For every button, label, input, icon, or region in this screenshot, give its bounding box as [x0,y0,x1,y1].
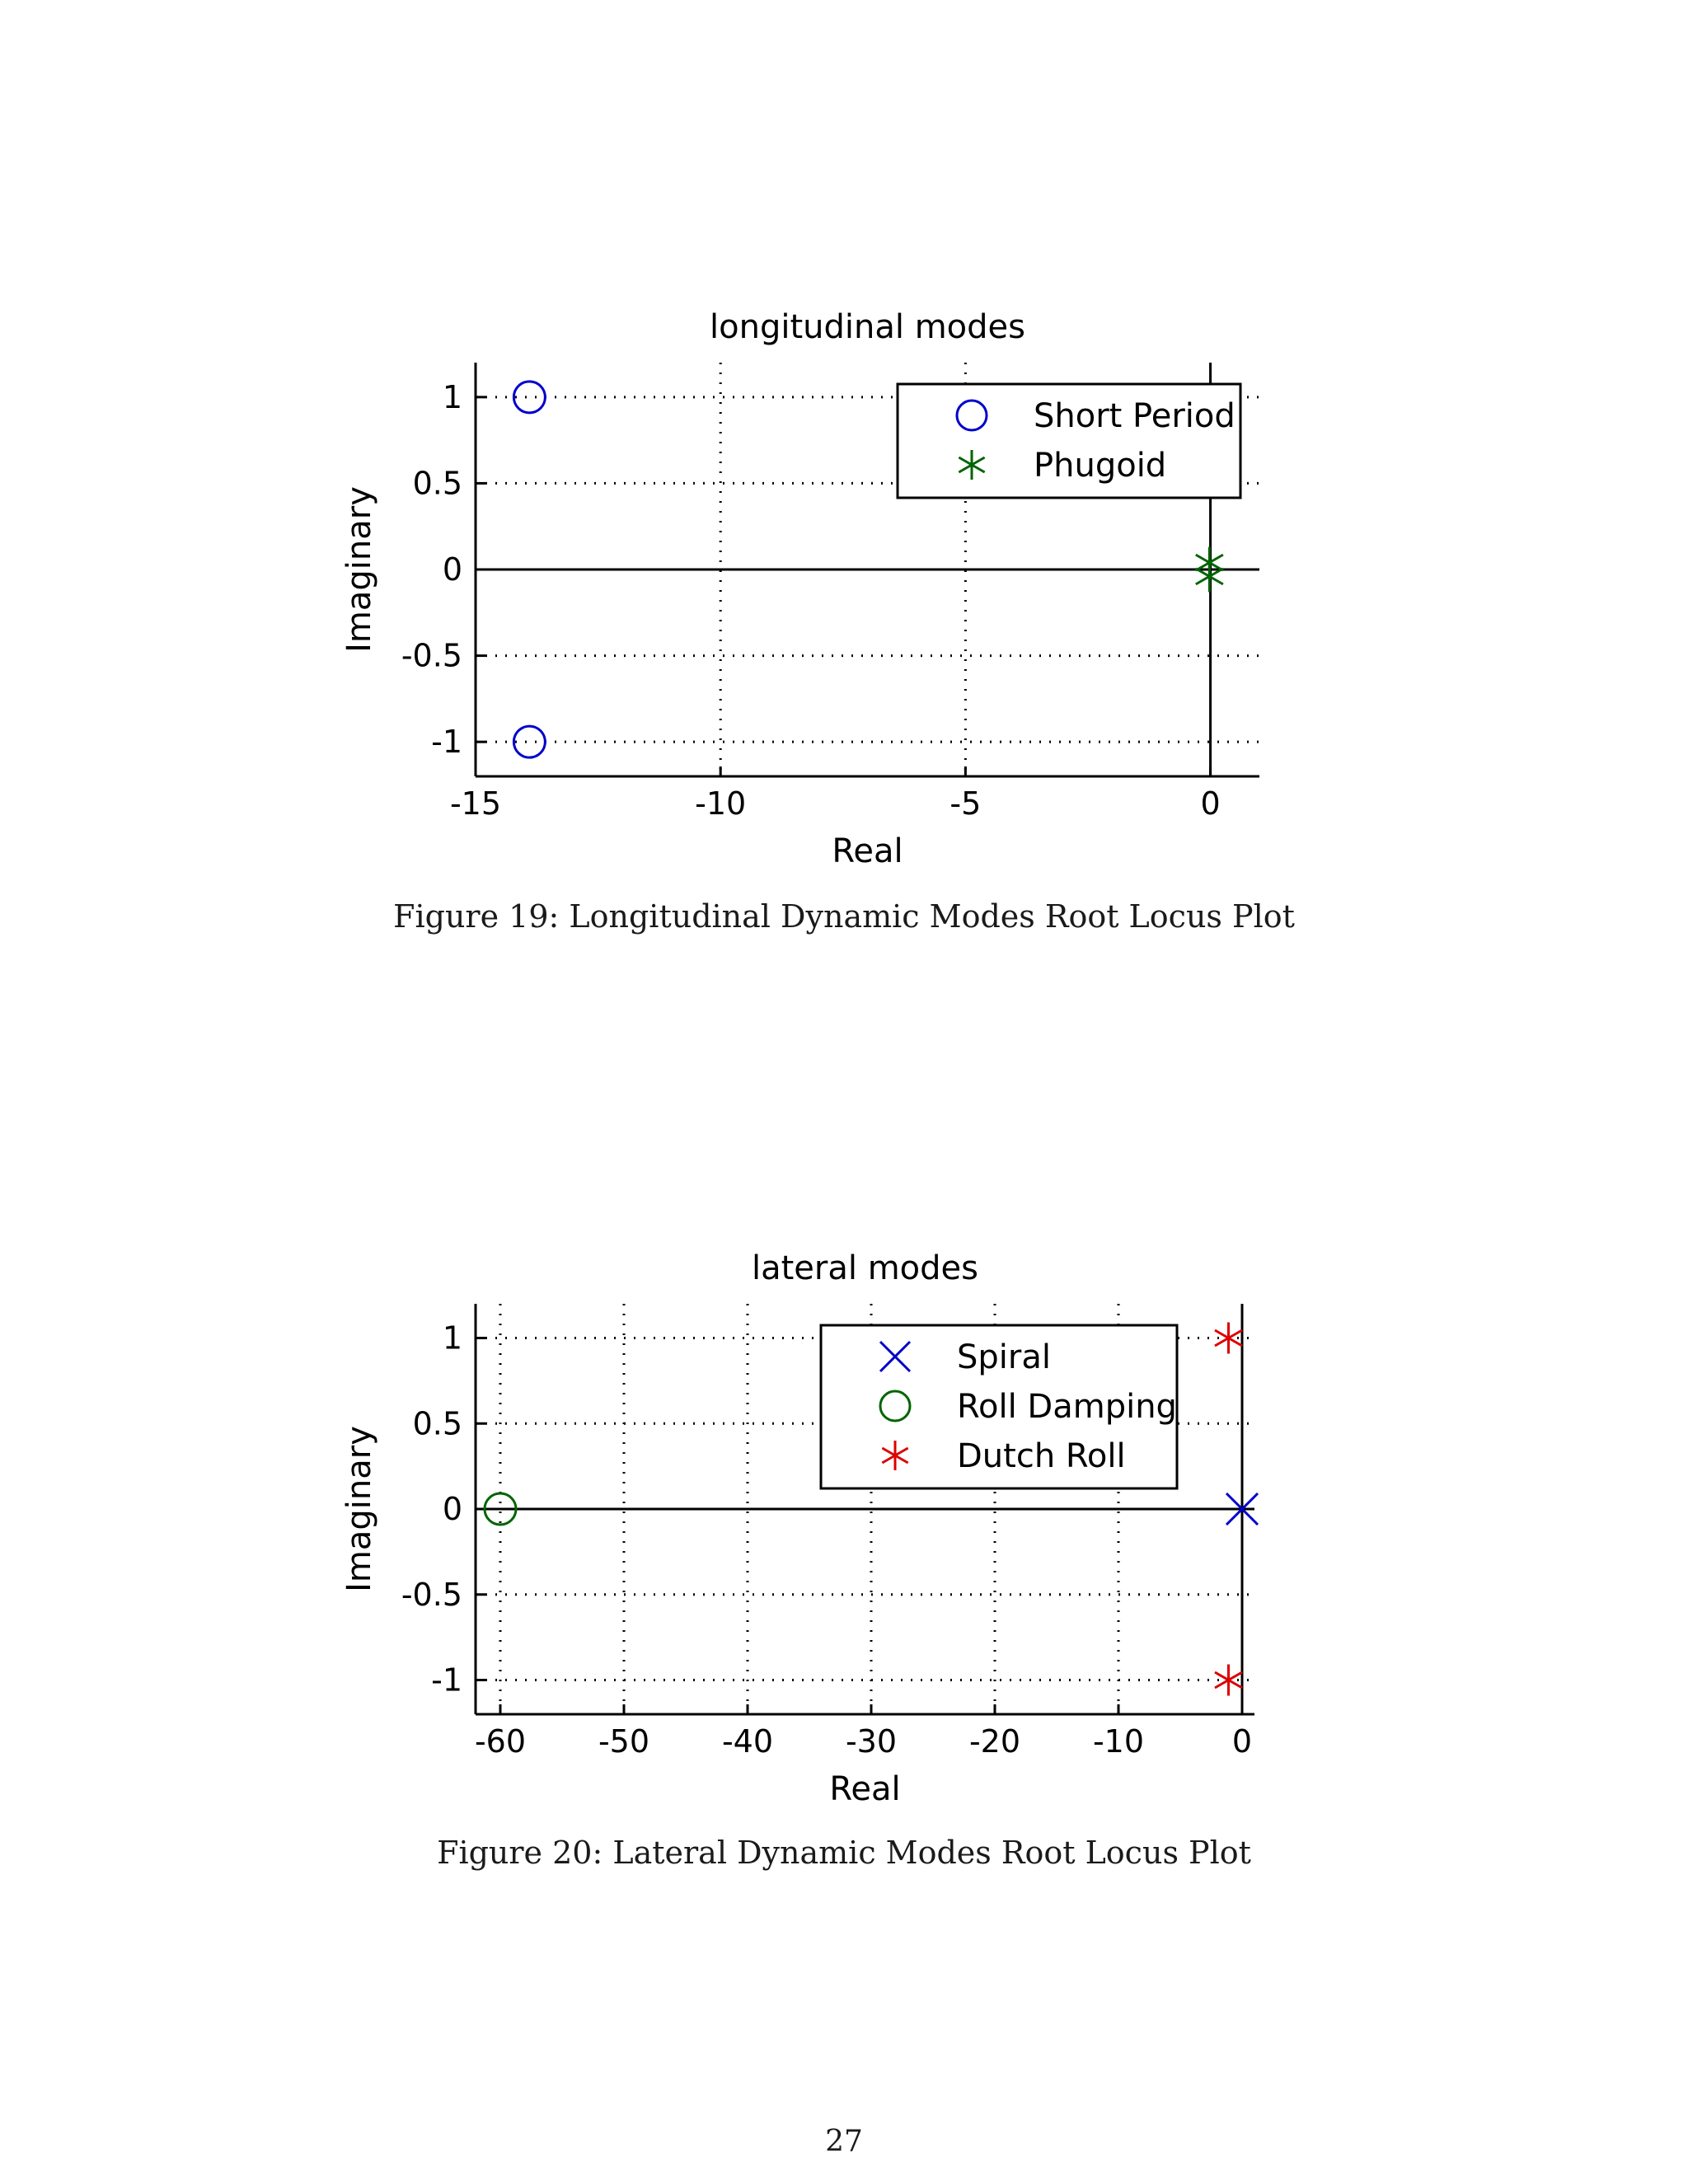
x-tick-label: -30 [845,1723,898,1760]
x-tick-label: 0 [1200,785,1221,822]
y-tick-label: 0.5 [412,465,462,502]
y-axis-label: Imaginary [340,486,378,653]
figure-20-caption: Figure 20: Lateral Dynamic Modes Root Locus Plot [437,1835,1251,1871]
legend-label: Phugoid [1034,447,1167,485]
x-axis-label: Real [829,1770,901,1808]
y-tick-label: 1 [442,378,462,415]
y-tick-label: 0 [442,551,462,588]
figure-19-caption: Figure 19: Longitudinal Dynamic Modes Root Locus Plot [393,898,1295,935]
y-tick-label: 0 [442,1491,462,1527]
x-tick-label: -60 [474,1723,527,1760]
legend-label: Roll Damping [957,1388,1177,1426]
legend [898,384,1240,498]
x-tick-label: -50 [598,1723,650,1760]
legend-label: Short Period [1034,397,1236,435]
data-point [513,382,545,413]
x-axis-label: Real [832,832,903,870]
data-point [1196,560,1223,592]
x-tick-label: -40 [721,1723,774,1760]
chart-1-svg [0,923,1688,1912]
longitudinal-modes-chart [0,0,1688,923]
y-tick-label: -1 [431,1661,462,1699]
x-tick-label: -10 [695,785,747,822]
legend [821,1325,1177,1488]
x-tick-label: -10 [1092,1723,1145,1760]
y-tick-label: 0.5 [412,1405,462,1442]
y-axis-label: Imaginary [340,1426,378,1592]
x-tick-label: 0 [1231,1723,1253,1760]
y-tick-label: 1 [442,1319,462,1357]
y-tick-label: -0.5 [401,1576,462,1613]
lateral-modes-chart [0,923,1688,1912]
y-tick-label: -1 [431,724,462,761]
y-tick-label: -0.5 [401,637,462,674]
x-tick-label: -5 [950,785,982,822]
data-point [513,726,545,757]
chart-title: lateral modes [752,1249,978,1287]
page-number: 27 [825,2125,863,2158]
chart-0-svg [0,0,1688,923]
x-tick-label: -15 [449,785,502,822]
legend-label: Dutch Roll [957,1437,1126,1475]
chart-title: longitudinal modes [710,308,1025,346]
x-tick-label: -20 [968,1723,1021,1760]
legend-label: Spiral [957,1338,1051,1376]
